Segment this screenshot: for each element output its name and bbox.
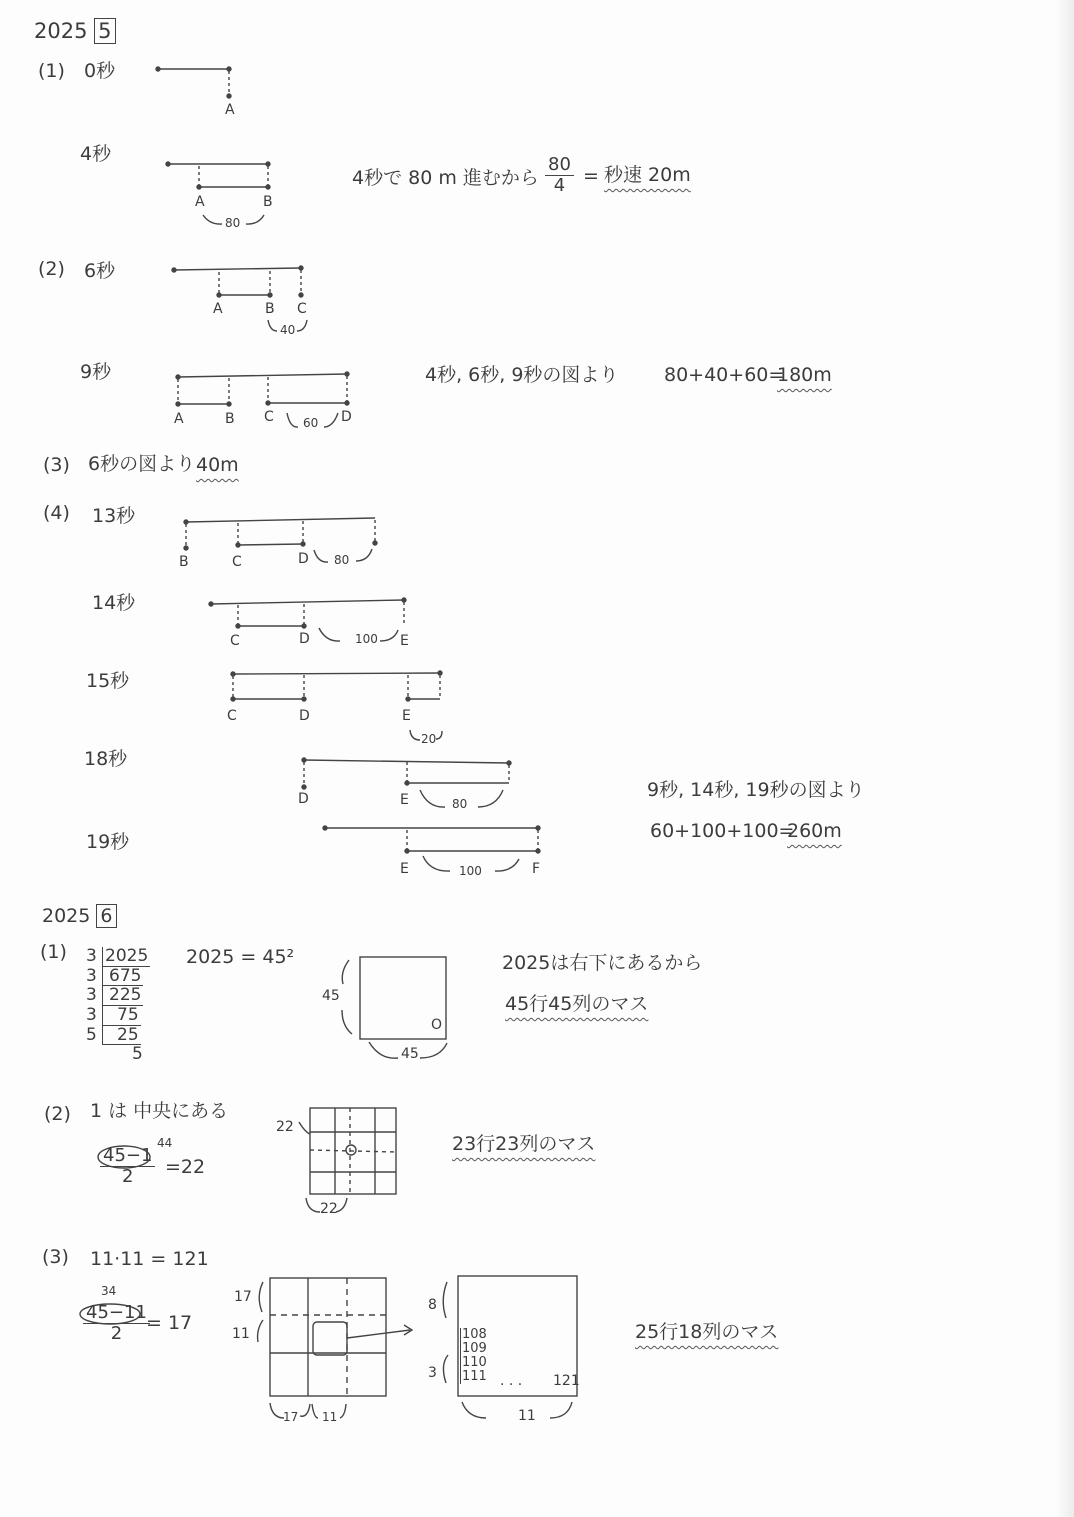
- q4-14s-e: E: [400, 633, 409, 649]
- q6-3-frac-small: 34: [101, 1284, 117, 1298]
- div-row-4-value: 75: [102, 1006, 141, 1026]
- q1-label: (1): [38, 60, 65, 82]
- q6-3-side-17: 17: [234, 1289, 252, 1305]
- q4-label: (4): [43, 502, 70, 524]
- q6-2-fraction: [100, 1146, 155, 1187]
- q6-1-side-bottom: 45: [401, 1046, 419, 1062]
- q4-18s-d: D: [298, 791, 309, 807]
- diagram-15s: [231, 671, 442, 740]
- q2-6s-distance: 40: [280, 323, 296, 337]
- div-row-2-value: 675: [102, 967, 143, 987]
- section5-year: 2025: [34, 19, 88, 43]
- q6-2-frac-result: =22: [165, 1156, 206, 1178]
- q1-4s-a: A: [195, 194, 205, 210]
- q4-19s-e: E: [400, 861, 409, 877]
- q2-time-6: 6秒: [84, 260, 116, 282]
- q6-3-frac-num: 45−11: [83, 1303, 150, 1324]
- q6-1-equation: 2025 = 45²: [186, 946, 295, 968]
- diagram-19s: [323, 826, 540, 871]
- section6-number: 6: [96, 904, 116, 928]
- q4-time-15: 15秒: [86, 670, 130, 692]
- q6-3-num-110: 110: [462, 1355, 487, 1370]
- div-row-2-divisor: 3: [86, 965, 97, 986]
- div-row-6-value: 5: [132, 1044, 143, 1065]
- q4-time-18: 18秒: [84, 748, 128, 770]
- q4-14s-c: C: [230, 633, 240, 649]
- q6-2-frac-small: 44: [157, 1136, 173, 1150]
- q1-fraction-num: 80: [545, 155, 574, 176]
- q1-4s-distance: 80: [225, 216, 241, 230]
- div-row-1-divisor: 3: [86, 946, 97, 966]
- div-row-3-value: 225: [102, 986, 143, 1006]
- section5-number: 5: [94, 18, 115, 44]
- diagram-4s: [166, 162, 270, 224]
- q3-text: 6秒の図より: [88, 453, 196, 475]
- div-row-3-divisor: 3: [86, 985, 97, 1006]
- q4-15s-e: E: [402, 708, 411, 724]
- q6-3-frac-result: = 17: [146, 1312, 193, 1334]
- q2-9s-d: D: [341, 409, 352, 425]
- q6-2-label: (2): [44, 1103, 71, 1125]
- q4-calc: 60+100+100=: [650, 820, 795, 842]
- q2-9s-a: A: [174, 411, 184, 427]
- div-row-5-value: 25: [102, 1026, 141, 1046]
- q4-19s-distance: 100: [459, 864, 482, 878]
- q4-answer: 260m: [787, 820, 842, 842]
- diagram-6s: [172, 266, 307, 331]
- q2-9s-distance: 60: [303, 416, 319, 430]
- div-row-4-divisor: 3: [86, 1005, 97, 1026]
- q6-3-fraction: [83, 1303, 150, 1344]
- q4-15s-d: D: [299, 708, 310, 724]
- q4-18s-e: E: [400, 792, 409, 808]
- q3-answer: 40m: [196, 454, 239, 476]
- q4-time-13: 13秒: [92, 505, 136, 527]
- q6-3-bottom-17: 17: [283, 1410, 299, 1424]
- q1-answer: 秒速 20m: [604, 164, 691, 186]
- q6-2-text: 1 は 中央にある: [90, 1100, 229, 1122]
- q6-3-zoom-side-8: 8: [428, 1297, 437, 1313]
- q2-6s-c: C: [297, 301, 307, 317]
- q6-3-number-list: [460, 1328, 487, 1384]
- section5-header: [34, 21, 116, 42]
- page-edge-shadow: [1056, 0, 1074, 1517]
- q2-reason: 4秒, 6秒, 9秒の図より: [425, 364, 619, 386]
- q4-time-14: 14秒: [92, 592, 136, 614]
- q4-15s-c: C: [227, 708, 237, 724]
- q1-point-a: A: [225, 102, 235, 118]
- grid-45: [342, 957, 447, 1058]
- q1-4s-b: B: [263, 194, 273, 210]
- q4-14s-distance: 100: [355, 632, 378, 646]
- q6-2-side-top: 22: [276, 1119, 294, 1135]
- q1-fraction: [545, 155, 574, 196]
- q6-1-side-left: 45: [322, 988, 340, 1004]
- q4-15s-distance: 20: [421, 732, 437, 746]
- q6-1-answer: 45行45列のマス: [505, 993, 649, 1015]
- q6-3-zoom-bottom: 11: [518, 1408, 536, 1424]
- q6-3-equation: 11·11 = 121: [90, 1248, 209, 1270]
- q6-2-frac-den: 2: [122, 1165, 134, 1187]
- q1-reason: 4秒で 80 m 進むから: [352, 167, 539, 189]
- q6-3-answer: 25行18列のマス: [635, 1321, 779, 1343]
- q2-9s-c: C: [264, 409, 274, 425]
- q6-3-num-109: 109: [462, 1341, 487, 1356]
- q4-19s-f: F: [532, 861, 541, 877]
- q2-time-9: 9秒: [80, 361, 112, 383]
- q2-6s-a: A: [213, 301, 223, 317]
- section6-year: 2025: [42, 905, 91, 927]
- q4-13s-b: B: [179, 554, 189, 570]
- q4-13s-d: D: [298, 551, 309, 567]
- q6-1-label: (1): [40, 941, 67, 963]
- div-row-1-value: 2025: [102, 947, 150, 967]
- q6-2-side-bottom: 22: [320, 1201, 338, 1217]
- q6-1-corner-mark: O: [431, 1017, 443, 1033]
- q6-3-num-121: 121: [553, 1373, 580, 1389]
- q1-time-0: 0秒: [84, 60, 116, 82]
- q6-2-frac-num: 45−1: [100, 1146, 155, 1167]
- q6-3-num-108: 108: [462, 1327, 487, 1342]
- q2-calc: 80+40+60=: [664, 364, 785, 386]
- q6-3-bottom-11: 11: [322, 1410, 338, 1424]
- q6-3-frac-den: 2: [110, 1322, 123, 1344]
- q4-13s-distance: 80: [334, 553, 350, 567]
- q1-equals: =: [583, 165, 599, 187]
- q6-3-dots: · · ·: [500, 1377, 523, 1393]
- q2-6s-b: B: [265, 301, 275, 317]
- q1-fraction-den: 4: [553, 174, 566, 196]
- q6-3-side-11: 11: [232, 1326, 250, 1342]
- section6-header: [42, 907, 117, 926]
- q4-13s-c: C: [232, 554, 242, 570]
- q1-time-4: 4秒: [80, 143, 112, 165]
- q2-label: (2): [38, 258, 65, 280]
- prime-division: [86, 947, 150, 1064]
- div-row-5-divisor: 5: [86, 1024, 97, 1045]
- q2-9s-b: B: [225, 411, 235, 427]
- q6-1-reason: 2025は右下にあるから: [502, 952, 703, 974]
- q6-3-num-111: 111: [462, 1369, 487, 1384]
- diagram-0s: [156, 67, 231, 98]
- q4-14s-d: D: [299, 631, 310, 647]
- q6-3-label: (3): [42, 1246, 69, 1268]
- q2-answer: 180m: [777, 364, 832, 386]
- q6-2-answer: 23行23列のマス: [452, 1133, 596, 1155]
- q4-time-19: 19秒: [86, 831, 130, 853]
- q6-3-zoom-side-3: 3: [428, 1365, 437, 1381]
- q3-label: (3): [43, 454, 70, 476]
- q4-18s-distance: 80: [452, 797, 468, 811]
- q4-reason: 9秒, 14秒, 19秒の図より: [647, 779, 865, 801]
- diagram-9s: [176, 372, 349, 430]
